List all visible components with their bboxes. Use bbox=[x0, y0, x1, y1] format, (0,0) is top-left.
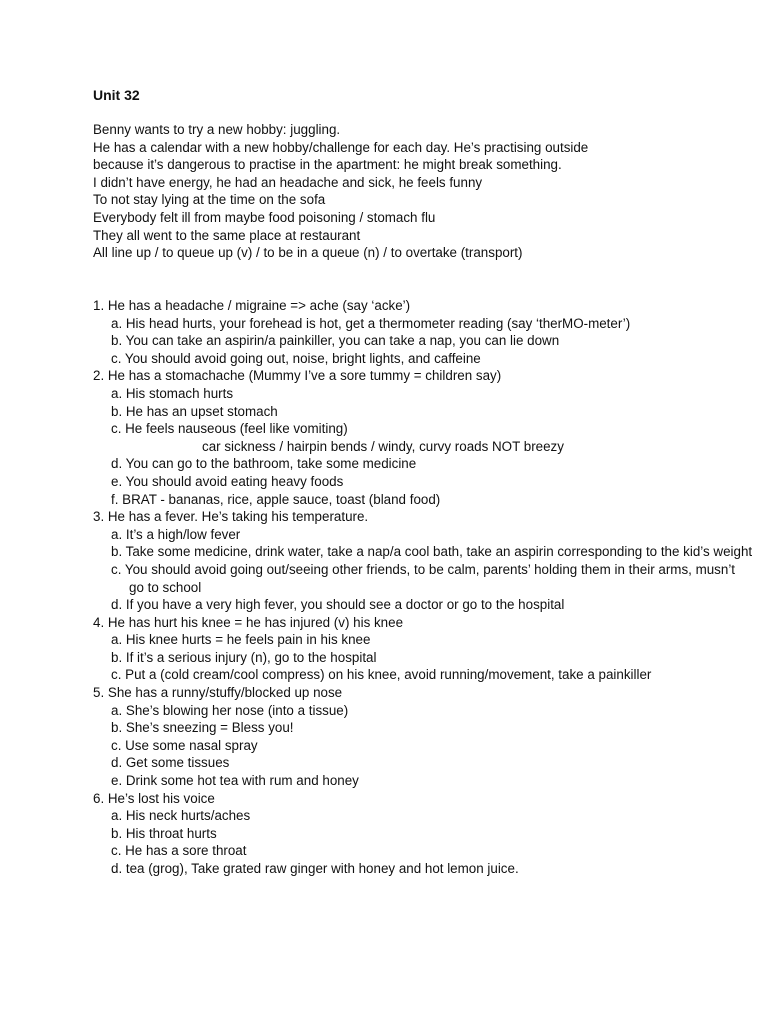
sub-list-item: b. You can take an aspirin/a painkiller, you can take a nap, you can lie down bbox=[111, 333, 560, 349]
intro-line: They all went to the same place at restaurant bbox=[93, 227, 361, 243]
sub-list-item: c. You should avoid going out/seeing other friends, to be calm, parents’ holding them in their arms, musn’t go to school bbox=[111, 561, 736, 595]
sub-list-item: e. You should avoid eating heavy foods bbox=[111, 473, 344, 489]
sub-list-item: a. His stomach hurts bbox=[111, 385, 234, 401]
list-item-heading: 2. He has a stomachache (Mummy I’ve a sore tummy = children say) bbox=[93, 368, 502, 384]
list-item bbox=[93, 790, 753, 878]
intro-line: I didn’t have energy, he had an headache and sick, he feels funny bbox=[93, 174, 483, 190]
sub-list-item: b. His throat hurts bbox=[111, 825, 217, 841]
sub-list-item: d. Get some tissues bbox=[111, 755, 230, 771]
sub-list-item: b. She’s sneezing = Bless you! bbox=[111, 720, 294, 736]
sub-list-item: c. He feels nauseous (feel like vomiting) bbox=[111, 421, 348, 437]
intro-line: He has a calendar with a new hobby/challenge for each day. He’s practising outside bbox=[93, 139, 589, 155]
sub-list-item: a. His neck hurts/aches bbox=[111, 808, 251, 824]
sub-list-item: c. You should avoid going out, noise, bright lights, and caffeine bbox=[111, 350, 481, 366]
sub-list-item: a. It’s a high/low fever bbox=[111, 526, 241, 542]
sub-list-item: c. Use some nasal spray bbox=[111, 737, 258, 753]
sub-list-item: d. You can go to the bathroom, take some medicine bbox=[111, 456, 417, 472]
sub-list bbox=[93, 807, 753, 877]
sub-list-item: a. She’s blowing her nose (into a tissue) bbox=[111, 702, 349, 718]
sub-list-item: b. If it’s a serious injury (n), go to the hospital bbox=[111, 649, 377, 665]
sub-list-item: b. Take some medicine, drink water, take a nap/a cool bath, take an aspirin corresponding to the kid’s weight bbox=[111, 544, 753, 560]
list-item bbox=[93, 508, 753, 614]
sub-list bbox=[93, 526, 753, 614]
sub-list-item: c. Put a (cold cream/cool compress) on his knee, avoid running/movement, take a painkiller bbox=[111, 667, 652, 683]
list-item bbox=[93, 367, 753, 508]
intro-paragraph bbox=[93, 121, 743, 262]
symptom-list bbox=[93, 297, 753, 878]
sub-list-item: d. If you have a very high fever, you should see a doctor or go to the hospital bbox=[111, 597, 565, 613]
intro-line: All line up / to queue up (v) / to be in a queue (n) / to overtake (transport) bbox=[93, 245, 523, 261]
sub-list bbox=[93, 385, 753, 508]
list-item bbox=[93, 684, 753, 790]
page-title: Unit 32 bbox=[93, 87, 140, 103]
list-item-heading: 6. He’s lost his voice bbox=[93, 790, 215, 806]
sub-list-item: e. Drink some hot tea with rum and honey bbox=[111, 773, 359, 789]
sub-list-item: b. He has an upset stomach bbox=[111, 403, 278, 419]
intro-line: Benny wants to try a new hobby: juggling. bbox=[93, 122, 341, 137]
list-item bbox=[93, 297, 753, 367]
list-item-heading: 3. He has a fever. He’s taking his temperature. bbox=[93, 509, 369, 525]
sub-list-item: a. His knee hurts = he feels pain in his knee bbox=[111, 632, 371, 648]
intro-line: Everybody felt ill from maybe food poisoning / stomach flu bbox=[93, 209, 436, 225]
intro-line: To not stay lying at the time on the sofa bbox=[93, 192, 326, 208]
sub-list bbox=[93, 702, 753, 790]
intro-line: because it’s dangerous to practise in the apartment: he might break something. bbox=[93, 157, 562, 173]
list-item bbox=[93, 614, 753, 684]
sub-list bbox=[93, 631, 753, 684]
list-item-heading: 1. He has a headache / migraine => ache (say ‘acke’) bbox=[93, 298, 411, 313]
sub-list bbox=[93, 315, 753, 368]
sub-list-item: c. He has a sore throat bbox=[111, 843, 247, 859]
list-item-heading: 5. She has a runny/stuffy/blocked up nose bbox=[93, 685, 343, 701]
sub-list-item: f. BRAT - bananas, rice, apple sauce, toast (bland food) bbox=[111, 491, 441, 507]
sub-list-item: a. His head hurts, your forehead is hot, get a thermometer reading (say ‘therMO-meter’) bbox=[111, 315, 631, 331]
list-item-heading: 4. He has hurt his knee = he has injured (v) his knee bbox=[93, 614, 404, 630]
sub-list-item: d. tea (grog), Take grated raw ginger with honey and hot lemon juice. bbox=[111, 861, 519, 876]
sub-list-note: car sickness / hairpin bends / windy, curvy roads NOT breezy bbox=[202, 438, 564, 454]
